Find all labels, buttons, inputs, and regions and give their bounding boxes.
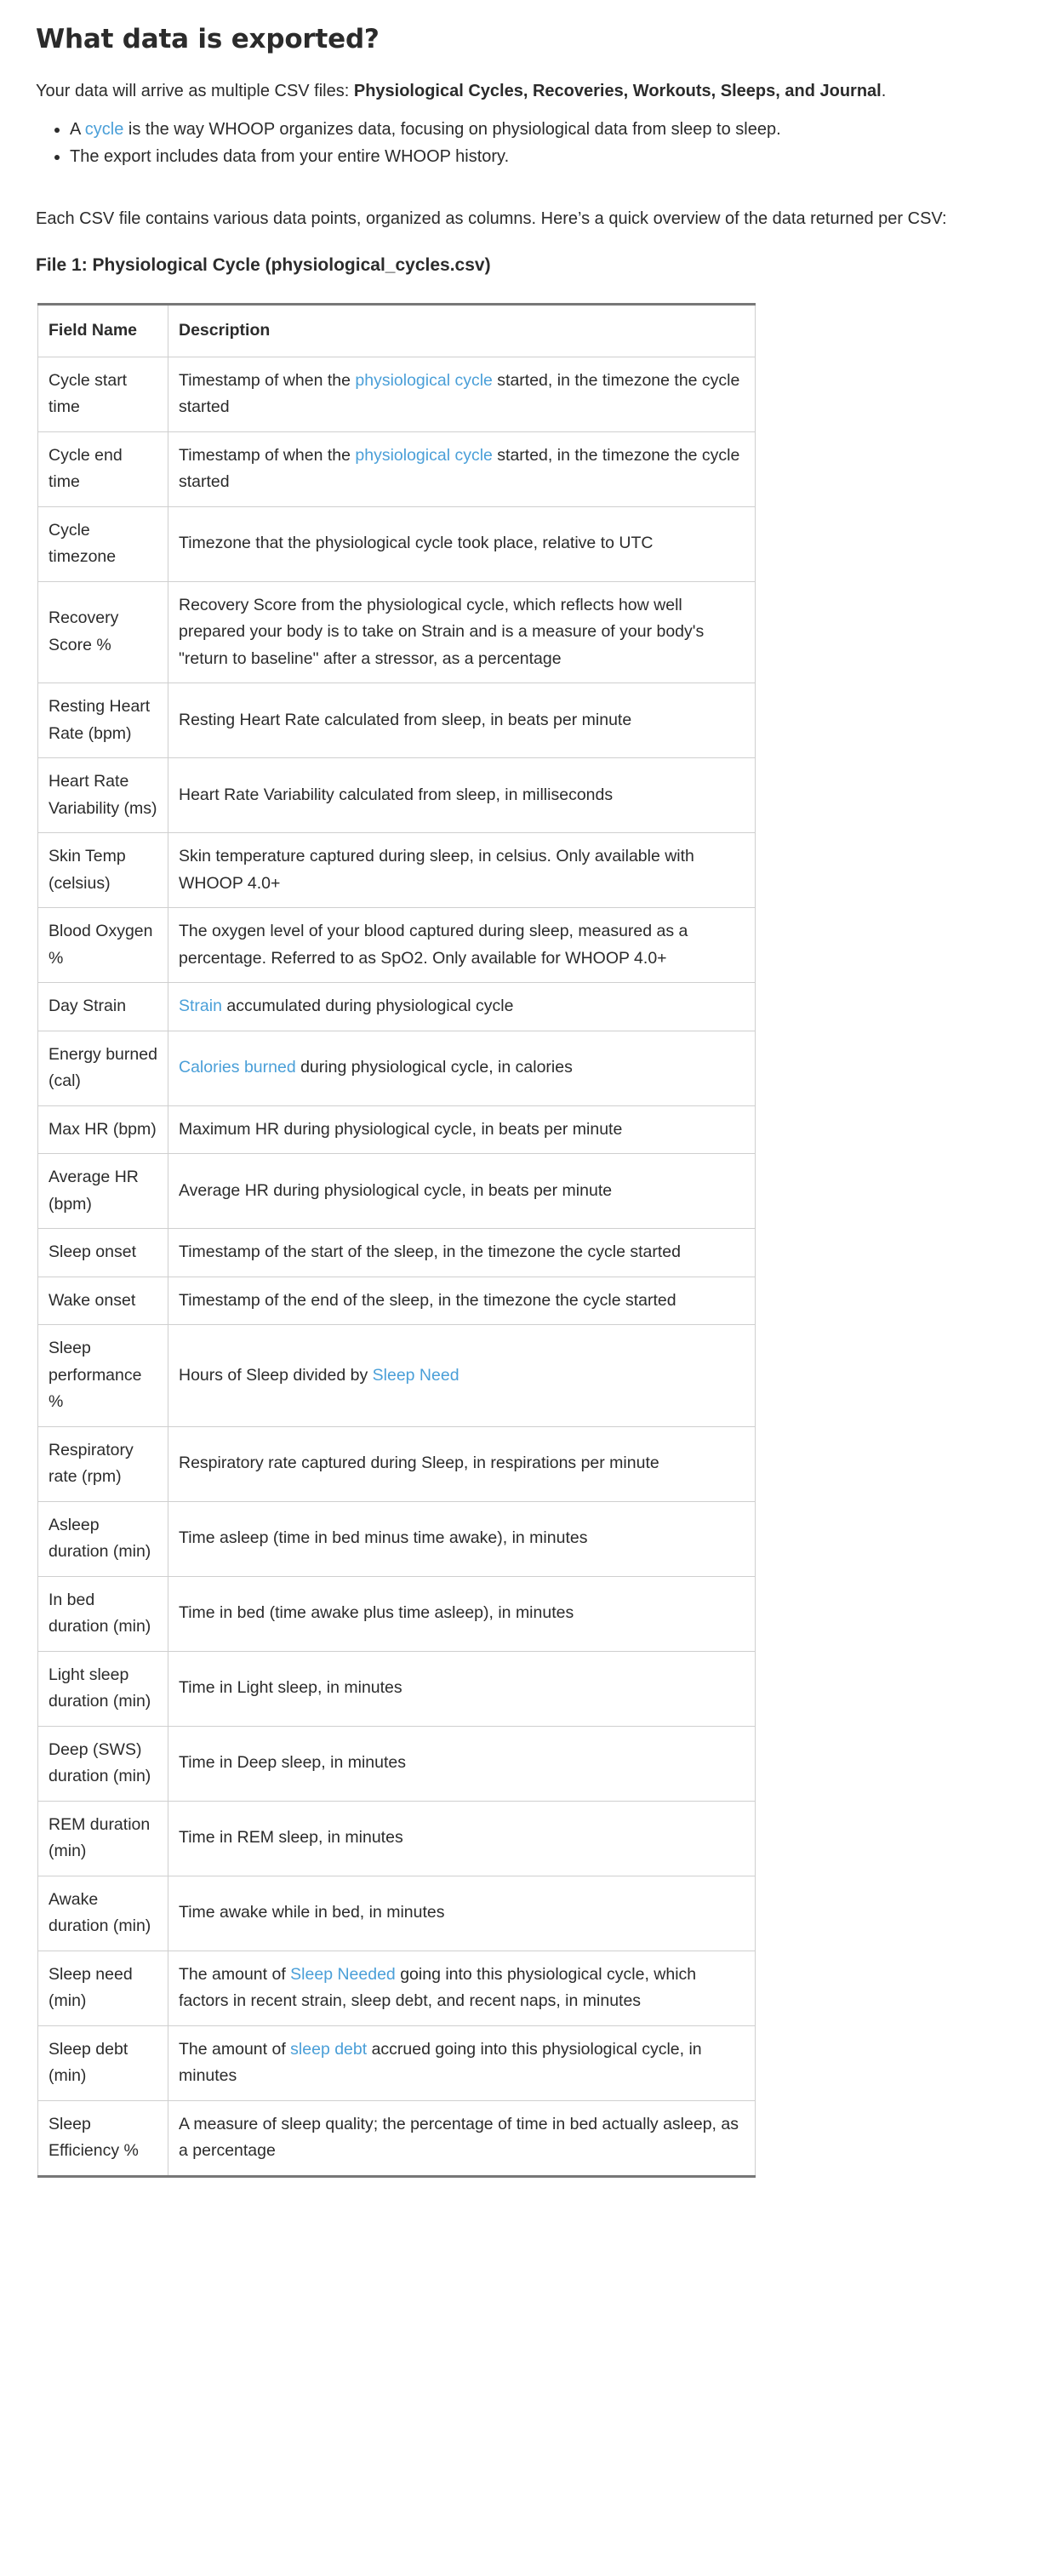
field-name-cell: Sleep performance % [38, 1325, 168, 1427]
cycle-link[interactable]: cycle [84, 120, 124, 139]
field-name-cell: Cycle timezone [38, 506, 168, 581]
field-name-cell: Sleep onset [38, 1229, 168, 1277]
field-name-cell: Cycle start time [38, 357, 168, 431]
description-text: Timestamp of the start of the sleep, in the timezone the cycle started [179, 1242, 681, 1261]
description-link[interactable]: physiological cycle [355, 445, 493, 465]
field-name-cell: Cycle end time [38, 431, 168, 506]
description-link[interactable]: Strain [179, 997, 222, 1015]
description-cell [168, 1105, 756, 1154]
field-name-cell: Light sleep duration (min) [38, 1651, 168, 1726]
field-name-cell: Recovery Score % [38, 581, 168, 683]
field-name-cell: Heart Rate Variability (ms) [38, 758, 168, 833]
description-text: Recovery Score from the physiological cycle, which reflects how well prepared your body is to take on Strain and is a measure of your body's "return to baseline" after a stressor, as a percentage [179, 595, 705, 668]
description-text: Time awake while in bed, in minutes [179, 1903, 445, 1922]
field-name-cell: Wake onset [38, 1277, 168, 1325]
table-row [38, 1951, 756, 2025]
description-text: A measure of sleep quality; the percentage of time in bed actually asleep, as a percentage [179, 2114, 739, 2160]
table-row [38, 581, 756, 683]
description-text: Time in bed (time awake plus time asleep), in minutes [179, 1603, 574, 1623]
table-row [38, 908, 756, 983]
bullet-text: A [70, 120, 85, 139]
description-text: The oxygen level of your blood captured during sleep, measured as a percentage. Referred to as SpO2. Only available for WHOOP 4.0+ [179, 922, 688, 968]
description-cell [168, 1576, 756, 1651]
description-cell [168, 1501, 756, 1576]
description-text: during physiological cycle, in calories [295, 1058, 573, 1077]
description-cell [168, 2025, 756, 2100]
description-cell [168, 758, 756, 833]
intro-paragraph [36, 78, 1020, 104]
table-row [38, 506, 756, 581]
description-text: Timestamp of the end of the sleep, in the timezone the cycle started [179, 1290, 676, 1310]
description-text: Timezone that the physiological cycle took place, relative to UTC [179, 534, 654, 553]
description-text: started, in the timezone the cycle started [179, 445, 740, 491]
description-text: Maximum HR during physiological cycle, in beats per minute [179, 1119, 623, 1139]
description-cell [168, 1801, 756, 1876]
bullet-item [70, 116, 1020, 143]
bullet-text: The export includes data from your entire WHOOP history. [70, 147, 510, 166]
table-row [38, 2100, 756, 2176]
description-text: Time in Deep sleep, in minutes [179, 1753, 406, 1773]
field-name-cell: Resting Heart Rate (bpm) [38, 683, 168, 758]
description-text: Respiratory rate captured during Sleep, in respirations per minute [179, 1454, 659, 1473]
description-text: started, in the timezone the cycle started [179, 370, 740, 416]
description-cell [168, 1325, 756, 1427]
page-title: What data is exported? [36, 24, 380, 54]
table-row [38, 1501, 756, 1576]
table-row [38, 1876, 756, 1951]
field-name-cell: Skin Temp (celsius) [38, 833, 168, 908]
description-text: accumulated during physiological cycle [221, 997, 514, 1015]
table-row [38, 1426, 756, 1501]
intro-text: Your data will arrive as multiple CSV files: [36, 82, 354, 100]
description-link[interactable]: Calories burned [179, 1058, 296, 1077]
field-name-cell: Respiratory rate (rpm) [38, 1426, 168, 1501]
table-row [38, 1801, 756, 1876]
table-row [38, 1325, 756, 1427]
description-text: Hours of Sleep divided by [179, 1365, 373, 1385]
description-cell [168, 1031, 756, 1105]
description-cell [168, 1726, 756, 1801]
overview-paragraph: Each CSV file contains various data points, organized as columns. Here’s a quick overview of the data returned per CSV: [36, 209, 947, 228]
table-row [38, 1277, 756, 1325]
table-row [38, 683, 756, 758]
description-text: Time asleep (time in bed minus time awake), in minutes [179, 1528, 588, 1548]
table-row [38, 1154, 756, 1229]
description-text: The amount of [179, 1964, 291, 1984]
description-link[interactable]: Sleep Need [372, 1365, 460, 1385]
description-text: accrued going into this physiological cycle, in minutes [179, 2039, 702, 2085]
description-link[interactable]: physiological cycle [355, 370, 493, 390]
table-row [38, 1031, 756, 1105]
table-header-row [38, 305, 756, 357]
description-link[interactable]: Sleep Needed [290, 1964, 396, 1984]
description-text: Time in REM sleep, in minutes [179, 1828, 403, 1848]
field-name-cell: Sleep need (min) [38, 1951, 168, 2025]
column-header: Field Name [38, 305, 168, 357]
description-text: Timestamp of when the [179, 445, 356, 465]
description-cell [168, 683, 756, 758]
description-link[interactable]: sleep debt [290, 2039, 368, 2059]
description-cell [168, 581, 756, 683]
table-row [38, 431, 756, 506]
bullet-list [36, 116, 1020, 170]
description-text: Average HR during physiological cycle, in beats per minute [179, 1180, 613, 1200]
field-name-cell: Sleep Efficiency % [38, 2100, 168, 2176]
description-cell [168, 431, 756, 506]
table-row [38, 1651, 756, 1726]
table-row [38, 357, 756, 431]
description-cell [168, 1277, 756, 1325]
table-row [38, 1105, 756, 1154]
column-header: Description [168, 305, 756, 357]
description-cell [168, 1229, 756, 1277]
description-text: going into this physiological cycle, which factors in recent strain, sleep debt, and recent naps, in minutes [179, 1964, 697, 2010]
description-text: Timestamp of when the [179, 370, 356, 390]
description-cell [168, 506, 756, 581]
description-text: Skin temperature captured during sleep, in celsius. Only available with WHOOP 4.0+ [179, 847, 694, 893]
description-cell [168, 1951, 756, 2025]
field-name-cell: Sleep debt (min) [38, 2025, 168, 2100]
field-name-cell: Energy burned (cal) [38, 1031, 168, 1105]
table-row [38, 983, 756, 1031]
description-cell [168, 833, 756, 908]
table-row [38, 758, 756, 833]
intro-suffix: . [881, 82, 887, 100]
field-name-cell: Asleep duration (min) [38, 1501, 168, 1576]
file-heading: File 1: Physiological Cycle (physiological_cycles.csv) [36, 255, 491, 275]
description-cell [168, 908, 756, 983]
table-row [38, 833, 756, 908]
field-name-cell: In bed duration (min) [38, 1576, 168, 1651]
description-cell [168, 1154, 756, 1229]
description-text: The amount of [179, 2039, 291, 2059]
bullet-text: is the way WHOOP organizes data, focusing on physiological data from sleep to sleep. [123, 120, 781, 139]
description-cell [168, 1426, 756, 1501]
table-row [38, 1726, 756, 1801]
description-cell [168, 357, 756, 431]
field-name-cell: Awake duration (min) [38, 1876, 168, 1951]
bullet-item [70, 143, 1020, 170]
description-cell [168, 2100, 756, 2176]
description-cell [168, 1651, 756, 1726]
description-cell [168, 983, 756, 1031]
field-name-cell: Deep (SWS) duration (min) [38, 1726, 168, 1801]
field-name-cell: Day Strain [38, 983, 168, 1031]
table-row [38, 1576, 756, 1651]
field-name-cell: Max HR (bpm) [38, 1105, 168, 1154]
description-cell [168, 1876, 756, 1951]
field-name-cell: Average HR (bpm) [38, 1154, 168, 1229]
intro-file-list: Physiological Cycles, Recoveries, Workouts, Sleeps, and Journal [353, 82, 882, 100]
description-text: Time in Light sleep, in minutes [179, 1678, 402, 1698]
fields-table [37, 303, 756, 2178]
description-text: Resting Heart Rate calculated from sleep, in beats per minute [179, 710, 632, 729]
table-row [38, 2025, 756, 2100]
table-row [38, 1229, 756, 1277]
field-name-cell: Blood Oxygen % [38, 908, 168, 983]
field-name-cell: REM duration (min) [38, 1801, 168, 1876]
description-text: Heart Rate Variability calculated from sleep, in milliseconds [179, 785, 614, 804]
